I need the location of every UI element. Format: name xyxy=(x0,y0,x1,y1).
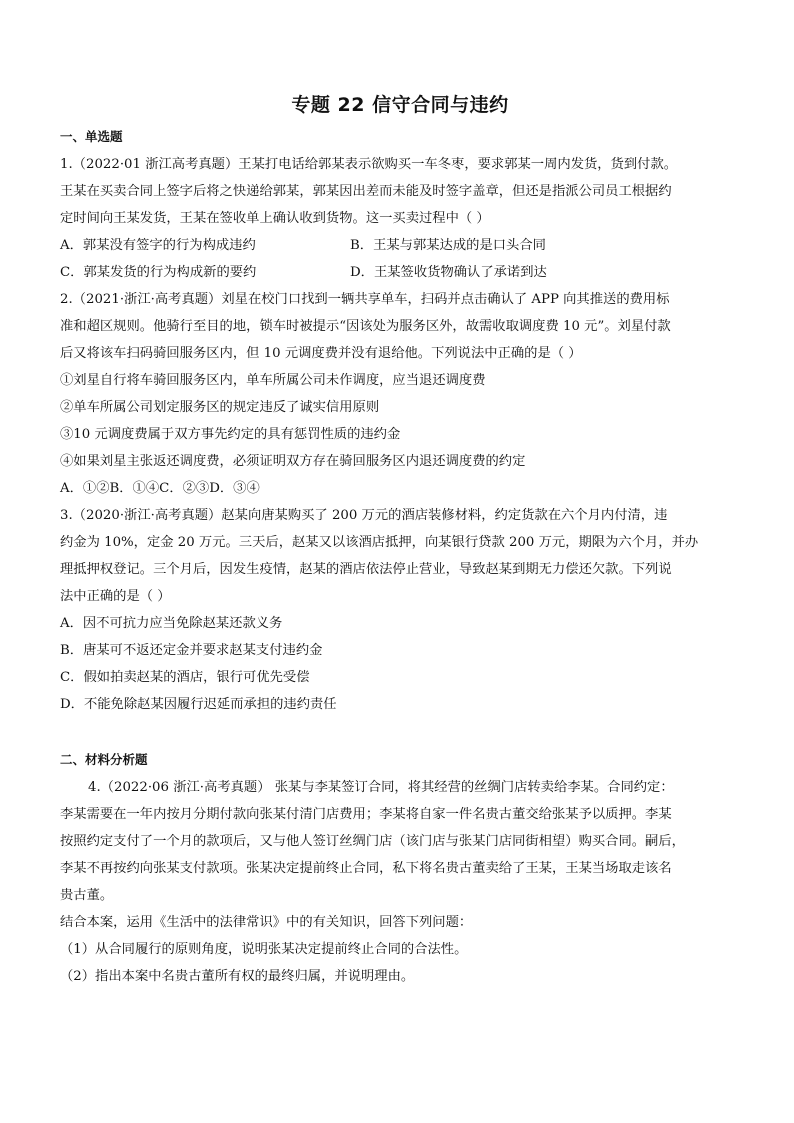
question-2-line: 2.（2021·浙江·高考真题）刘星在校门口找到一辆共享单车，扫码并点击确认了 APP 向其推送的费用标 xyxy=(60,292,670,307)
question-1-line: 王某在买卖合同上签字后将之快递给郭某，郭某因出差而未能及时签字盖章，但还是指派公司员工根据约 xyxy=(60,184,672,199)
statement-item: ①刘星自行将车骑回服务区内，单车所属公司未作调度，应当退还调度费 xyxy=(60,373,486,388)
option-b: B．王某与郭某达成的是口头合同 xyxy=(350,238,546,253)
question-2-line: 后又将该车扫码骑回服务区内，但 10 元调度费并没有退给他。下列说法中正确的是（ ） xyxy=(60,346,582,361)
question-1 xyxy=(60,151,740,286)
option-c: C．假如拍卖赵某的酒店，银行可优先受偿 xyxy=(60,670,310,685)
option-d: D．不能免除赵某因履行迟延而承担的违约责任 xyxy=(60,697,337,712)
question-3-line: 理抵押权登记。三个月后，因发生疫情，赵某的酒店依法停止营业，导致赵某到期无力偿还欠款。下列说 xyxy=(60,562,672,577)
option-b: B．唐某可不返还定金并要求赵某支付违约金 xyxy=(60,643,323,658)
question-1-line: 1.（2022·01 浙江高考真题）王某打电话给郭某表示欲购买一车冬枣，要求郭某一周内发货，货到付款。 xyxy=(60,157,678,172)
statement-item: ④如果刘星主张返还调度费，必须证明双方存在骑回服务区内退还调度费的约定 xyxy=(60,454,526,469)
question-1-options-row xyxy=(60,232,740,259)
document-page xyxy=(60,90,740,990)
option-a: A．郭某没有签字的行为构成违约 xyxy=(60,238,256,253)
question-2-line: 准和超区规则。他骑行至目的地，锁车时被提示“因该处为服务区外，故需收取调度费 10 元”。刘星付款 xyxy=(60,319,671,334)
question-4-line: 贵古董。 xyxy=(60,888,114,903)
document-title: 专题 22 信守合同与违约 xyxy=(291,94,509,116)
question-3-line: 3.（2020·浙江·高考真题）赵某向唐某购买了 200 万元的酒店装修材料，约定货款在六个月内付清，违 xyxy=(60,508,668,523)
question-4-line: 4.（2022·06 浙江·高考真题） 张某与李某签订合同，将其经营的丝绸门店转卖给李某。合同约定： xyxy=(88,780,674,795)
question-3 xyxy=(60,502,740,718)
question-4 xyxy=(60,774,740,990)
question-4-prompt: 结合本案，运用《生活中的法律常识》中的有关知识，回答下列问题： xyxy=(60,915,473,930)
question-1-line: 定时间向王某发货，王某在签收单上确认收到货物。这一买卖过程中（ ） xyxy=(60,211,490,226)
answer-options: A．①②B．①④C．②③D．③④ xyxy=(60,481,260,496)
question-2 xyxy=(60,286,740,502)
question-4-line: 按照约定支付了一个月的款项后，又与他人签订丝绸门店（该门店与张某门店同街相望）购买合同。嗣后， xyxy=(60,834,685,849)
question-1-options-row xyxy=(60,259,740,286)
statement-item: ②单车所属公司划定服务区的规定违反了诚实信用原则 xyxy=(60,400,380,415)
question-3-line: 约金为 10%，定金 20 万元。三天后，赵某又以该酒店抵押，向某银行贷款 200 万元，期限为六个月，并办 xyxy=(60,535,699,550)
question-4-line: 李某不再按约向张某支付款项。张某决定提前终止合同，私下将名贵古董卖给了王某，王某当场取走该名 xyxy=(60,861,672,876)
section-heading-single-choice: 一、单选题 xyxy=(60,129,123,144)
option-d: D．王某签收货物确认了承诺到达 xyxy=(350,265,547,280)
sub-question-1: （1）从合同履行的原则角度，说明张某决定提前终止合同的合法性。 xyxy=(60,942,468,957)
question-4-line: 李某需要在一年内按月分期付款向张某付清门店费用；李某将自家一件名贵古董交给张某予以质押。李某 xyxy=(60,807,672,822)
option-c: C．郭某发货的行为构成新的要约 xyxy=(60,265,257,280)
section-heading-material-analysis: 二、材料分析题 xyxy=(60,752,148,767)
statement-item: ③10 元调度费属于双方事先约定的具有惩罚性质的违约金 xyxy=(60,427,401,442)
option-a: A．因不可抗力应当免除赵某还款义务 xyxy=(60,616,283,631)
sub-question-2: （2）指出本案中名贵古董所有权的最终归属，并说明理由。 xyxy=(60,969,415,984)
question-3-line: 法中正确的是（ ） xyxy=(60,589,171,604)
